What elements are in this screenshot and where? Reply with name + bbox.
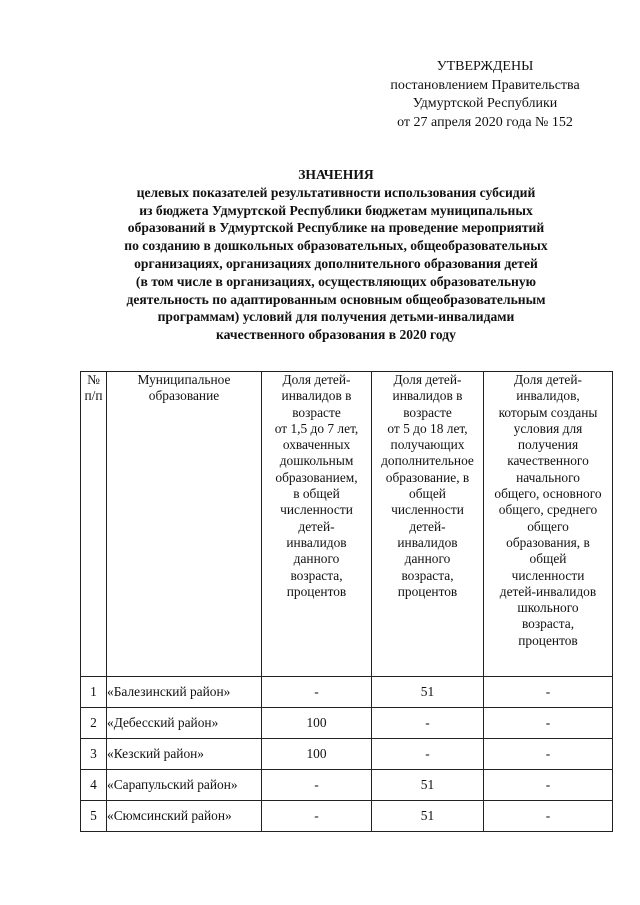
row-number: 4 [81,770,107,801]
heading-line: образований в Удмуртской Республике на проведение мероприятий [127,220,545,236]
header-line: от 1,5 до 7 лет, [274,420,359,436]
header-line: численности [391,502,464,518]
header-line: возраста, [290,567,343,583]
header-line: возраста, [401,567,454,583]
header-line: процентов [518,632,578,648]
additional-value: 51 [372,770,484,801]
general-value: - [484,708,613,739]
header-line: которым созданы [498,404,598,420]
header-additional-share [372,372,484,677]
header-line: дополнительное [381,453,474,469]
general-value: - [484,677,613,708]
indicators-table [80,371,613,832]
header-municipality [107,372,262,677]
row-number: 1 [81,677,107,708]
header-line: Доля детей- [282,372,351,387]
header-line: Доля детей- [513,372,583,387]
header-line: данного [293,551,340,567]
header-line: детей- [409,518,446,534]
header-line: № [87,372,100,387]
municipality-name: «Кезский район» [107,739,262,770]
header-line: численности [511,567,585,583]
approval-line: УТВЕРЖДЕНЫ [436,59,534,74]
general-value: - [484,739,613,770]
header-line: возрасте [403,404,452,420]
general-value: - [484,770,613,801]
preschool-value: 100 [262,708,372,739]
header-line: возраста, [521,616,575,632]
table-row [81,708,613,739]
header-line: данного [404,551,451,567]
header-line: возрасте [292,404,341,420]
table-header-row [81,372,613,677]
header-line: процентов [397,583,458,599]
header-line: процентов [286,583,347,599]
header-line: получения [517,437,579,453]
approval-line: постановлением Правительства [390,77,580,93]
municipality-name: «Балезинский район» [107,677,262,708]
heading-line: (в том числе в организациях, осуществляющих образовательную [135,273,537,289]
header-line: начального [516,469,580,485]
document-title: ЗНАЧЕНИЯ [298,167,374,182]
header-line: в общей [293,486,340,502]
header-line: п/п [84,388,103,404]
header-line: получающих [390,437,465,453]
additional-value: - [372,739,484,770]
header-general-share [484,372,613,677]
header-line: общей [409,486,446,502]
header-line: охваченных [282,437,351,453]
additional-value: 51 [372,677,484,708]
header-preschool-share [262,372,372,677]
preschool-value: - [262,801,372,832]
document-heading [96,166,576,344]
heading-line: организациях, организациях дополнительного образования детей [134,255,538,271]
row-number: 5 [81,801,107,832]
header-line: дошкольным [279,453,354,469]
table-row [81,801,613,832]
heading-line: деятельность по адаптированным основным общеобразовательным [126,291,546,307]
heading-line: целевых показателей результативности использования субсидий [136,184,536,200]
municipality-name: «Сюмсинский район» [107,801,262,832]
header-line: школьного [517,600,579,616]
header-line: инвалидов [286,534,347,550]
header-line: инвалидов в [392,388,463,404]
row-number: 2 [81,708,107,739]
header-line: инвалидов в [281,388,352,404]
header-line: детей- [298,518,335,534]
header-line: общего [527,518,569,534]
preschool-value: - [262,677,372,708]
heading-line: качественного образования в 2020 году [216,327,456,343]
preschool-value: 100 [262,739,372,770]
table-row [81,739,613,770]
table-row [81,677,613,708]
additional-value: - [372,708,484,739]
header-line: условия для [513,420,583,436]
approval-stamp [372,58,598,132]
preschool-value: - [262,770,372,801]
header-line: Доля детей- [393,372,462,387]
header-line: общего, среднего [498,502,598,518]
header-line: образование, в [385,469,470,485]
approval-line: Удмуртской Республики [412,96,558,111]
header-line: образование [148,388,220,404]
header-line: качественного [507,453,589,469]
municipality-name: «Дебесский район» [107,708,262,739]
header-line: общей [529,551,567,567]
additional-value: 51 [372,801,484,832]
header-line: инвалидов, [516,388,580,404]
municipality-name: «Сарапульский район» [107,770,262,801]
heading-line: из бюджета Удмуртской Республики бюджетам муниципальных [139,202,533,218]
header-line: детей-инвалидов [499,583,597,599]
header-line: образования, в [506,534,590,550]
general-value: - [484,801,613,832]
header-line: общего, основного [494,486,602,502]
header-line: численности [280,502,353,518]
header-line: инвалидов [397,534,458,550]
header-line: от 5 до 18 лет, [387,420,468,436]
header-line: Муниципальное [137,372,231,387]
heading-line: по созданию в дошкольных образовательных, общеобразовательных [124,238,548,254]
table-row [81,770,613,801]
header-number [81,372,107,677]
row-number: 3 [81,739,107,770]
approval-line: от 27 апреля 2020 года № 152 [397,114,573,130]
header-line: образованием, [275,469,358,485]
heading-line: программам) условий для получения детьми-инвалидами [157,309,515,325]
